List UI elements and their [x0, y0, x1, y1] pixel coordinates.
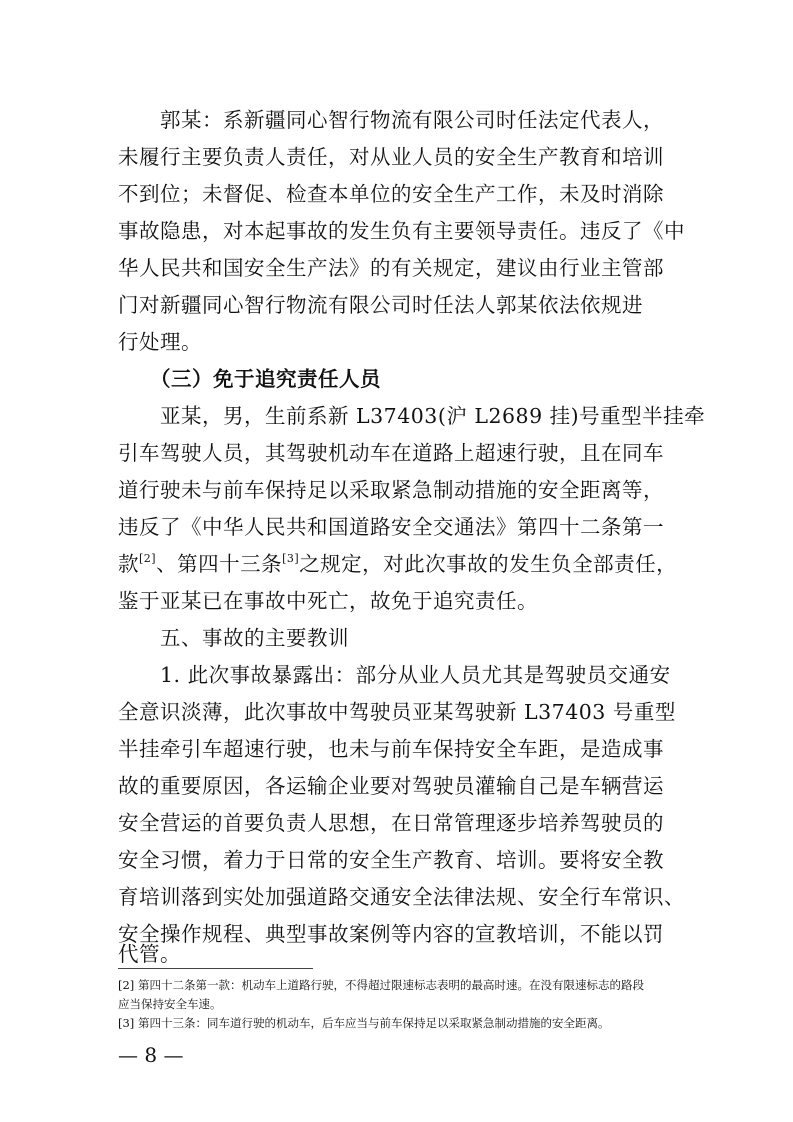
footnote-divider [118, 968, 313, 969]
page-number: — 8 — [118, 1043, 184, 1067]
footnote-2-continued: 应当保持安全车速。 [118, 997, 222, 1011]
paragraph-line: 半挂牵引车超速行驶，也未与前车保持安全车距，是造成事 [118, 737, 664, 761]
paragraph-line: 1. 此次事故暴露出：部分从业人员尤其是驾驶员交通安 [160, 663, 671, 687]
paragraph-line: 违反了《中华人民共和国道路安全交通法》第四十二条第一 [118, 515, 664, 539]
footnote-3: [3] 第四十三条：同车道行驶的机动车，后车应当与前车保持足以采取紧急制动措施的安全距离。 [118, 1016, 610, 1030]
paragraph-line: 道行驶未与前车保持足以采取紧急制动措施的安全距离等， [118, 478, 664, 502]
footnote-ref-3[interactable]: [3] [282, 552, 300, 565]
paragraph-line: 郭某：系新疆同心智行物流有限公司时任法定代表人， [160, 108, 664, 132]
text-fragment: 款 [118, 552, 139, 576]
paragraph-line: 育培训落到实处加强道路交通安全法律法规、安全行车常识、 [118, 885, 685, 909]
paragraph-line: 华人民共和国安全生产法》的有关规定，建议由行业主管部 [118, 256, 664, 280]
paragraph-line-with-refs [118, 550, 677, 578]
footnote-ref-2[interactable]: [2] [139, 552, 157, 565]
paragraph-line: 引车驾驶人员，其驾驶机动车在道路上超速行驶，且在同车 [118, 441, 664, 465]
section-heading-exempt: （三）免于追究责任人员 [150, 367, 381, 391]
paragraph-line: 亚某，男，生前系新 L37403(沪 L2689 挂)号重型半挂牵 [160, 404, 706, 428]
text-fragment: 、第四十三条 [156, 552, 283, 576]
paragraph-line: 不到位；未督促、检查本单位的安全生产工作，未及时消除 [118, 182, 664, 206]
paragraph-line: 事故隐患，对本起事故的发生负有主要领导责任。违反了《中 [118, 219, 685, 243]
paragraph-line: 安全营运的首要负责人思想，在日常管理逐步培养驾驶员的 [118, 811, 664, 835]
paragraph-line: 安全操作规程、典型事故案例等内容的宣教培训，不能以罚 [118, 922, 664, 946]
paragraph-line: 门对新疆同心智行物流有限公司时任法人郭某依法依规进 [118, 293, 643, 317]
paragraph-line: 安全习惯，着力于日常的安全生产教育、培训。要将安全教 [118, 848, 664, 872]
paragraph-line: 全意识淡薄，此次事故中驾驶员亚某驾驶新 L37403 号重型 [118, 700, 676, 724]
paragraph-line: 代管。 [118, 942, 181, 966]
paragraph-line: 故的重要原因，各运输企业要对驾驶员灌输自己是车辆营运 [118, 774, 664, 798]
paragraph-line: 鉴于亚某已在事故中死亡，故免于追究责任。 [118, 589, 538, 613]
text-fragment: 之规定，对此次事故的发生负全部责任， [299, 552, 678, 576]
paragraph-line: 行处理。 [118, 330, 202, 354]
footnote-2: [2] 第四十二条第一款：机动车上道路行驶，不得超过限速标志表明的最高时速。在没有限速标志的路段 [118, 978, 644, 992]
paragraph-line: 未履行主要负责人责任，对从业人员的安全生产教育和培训 [118, 145, 664, 169]
section-heading-lessons: 五、事故的主要教训 [160, 626, 349, 650]
